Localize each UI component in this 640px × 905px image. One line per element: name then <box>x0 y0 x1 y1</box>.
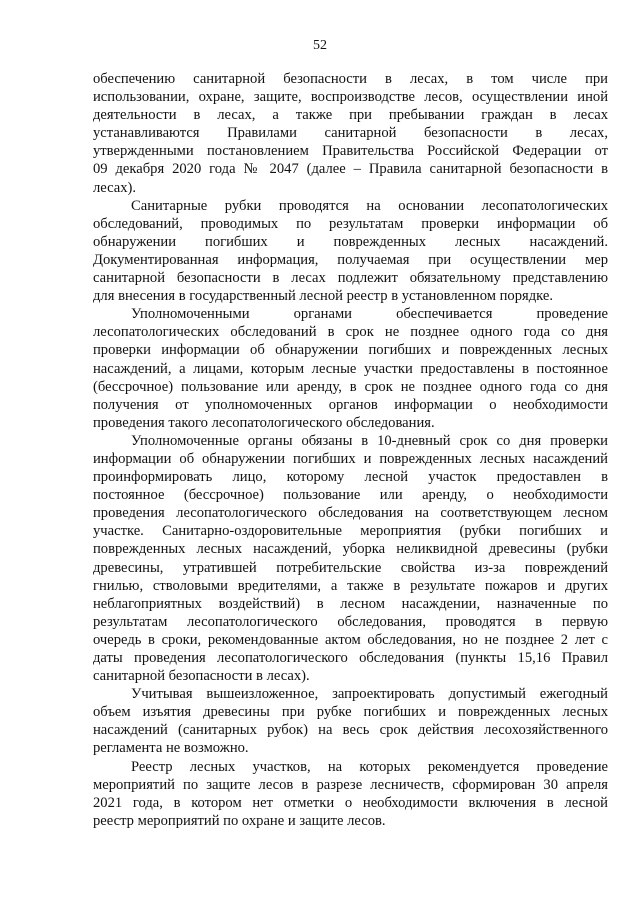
text-line: 2021 года, в котором нет отметки о необходимости включения в лесной <box>93 794 608 811</box>
text-line: лесах). <box>93 179 137 196</box>
text-line: участке. Санитарно-оздоровительные мероприятия (рубки погибших и <box>93 523 608 540</box>
text-line: обеспечению санитарной безопасности в лесах, в том числе при <box>93 71 608 87</box>
text-line: мероприятий по защите лесов в разрезе лесничеств, сформирован 30 апреля <box>93 776 608 793</box>
text-line: даты проведения лесопатологического обследования (пункты 15,16 Правил <box>93 650 608 666</box>
text-line: Реестр лесных участков, на которых рекомендуется проведение <box>131 758 608 775</box>
paragraph <box>93 685 608 757</box>
paragraph <box>93 758 608 830</box>
text-line: проверки информации об обнаружении погибших и поврежденных лесных <box>93 342 608 359</box>
text-line: регламента не возможно. <box>93 740 249 757</box>
text-line: насаждений, а лицами, которым лесные участки предоставлены в постоянное <box>93 360 608 377</box>
text-line: проинформировать лицо, которому лесной участок предоставлен в <box>93 469 608 486</box>
text-line: (бессрочное) пользование или аренду, в срок не позднее одного года со дня <box>93 378 608 395</box>
text-line: поврежденных лесных насаждений, уборка неликвидной древесины (рубки <box>93 541 608 558</box>
text-line: реестр мероприятий по охране и защите лесов. <box>93 812 386 829</box>
text-line: Уполномоченные органы обязаны в 10-дневный срок со дня проверки <box>131 432 608 449</box>
text-line: санитарной безопасности в лесах подлежит обязательному представлению <box>93 270 608 287</box>
text-line: гнилью, стволовыми вредителями, а также в результате пожаров и других <box>93 577 608 594</box>
text-line: лесопатологических обследований в срок не позднее одного года со дня <box>93 324 608 341</box>
text-line: неблагоприятных воздействий) в лесном насаждении, назначенные по <box>93 595 608 612</box>
text-line: деятельности в лесах, а также при пребывании граждан в лесах <box>93 107 608 124</box>
text-line: Документированная информация, получаемая при осуществлении мер <box>93 251 608 268</box>
text-line: Санитарные рубки проводятся на основании лесопатологических <box>131 197 608 214</box>
text-line: Учитывая вышеизложенное, запроектировать допустимый ежегодный <box>131 686 608 703</box>
text-line: информации об обнаружении погибших и поврежденных лесных насаждений <box>93 450 608 467</box>
text-line: древесины, утратившей потребительские свойства из-за повреждений <box>93 559 608 576</box>
text-line: проведения такого лесопатологического обследования. <box>93 414 435 431</box>
paragraph <box>93 432 608 685</box>
text-line: использовании, охране, защите, воспроизводстве лесов, осуществлении иной <box>93 89 608 106</box>
paragraph <box>93 305 608 432</box>
text-line: проведения лесопатологического обследования на соответствующем лесном <box>93 505 608 522</box>
paragraph <box>93 197 608 306</box>
text-line: очередь в сроки, рекомендованные актом обследования, но не позднее 2 лет с <box>93 631 608 648</box>
text-line: получения от уполномоченных органов информации о необходимости <box>93 396 608 413</box>
text-line: 09 декабря 2020 года № 2047 (далее – Правила санитарной безопасности в <box>93 161 608 178</box>
text-line: объем изъятия древесины при рубке погибших и поврежденных лесных <box>93 704 608 721</box>
text-line: результатам лесопатологического обследования, проводятся в первую <box>93 613 608 630</box>
text-line: для внесения в государственный лесной реестр в установленном порядке. <box>93 288 554 305</box>
document-body <box>93 70 608 830</box>
text-line: постоянное (бессрочное) пользование или аренду, о необходимости <box>93 487 608 504</box>
text-line: насаждений (санитарных рубок) на весь срок действия лесохозяйственного <box>93 722 608 739</box>
text-line: санитарной безопасности в лесах). <box>93 668 310 685</box>
text-line: Уполномоченными органами обеспечивается проведение <box>131 306 608 323</box>
paragraph <box>93 70 608 197</box>
text-line: обследований, проводимых по результатам проверки информации об <box>93 215 608 232</box>
text-line: устанавливаются Правилами санитарной безопасности в лесах, <box>93 125 608 142</box>
text-line: утвержденными постановлением Правительства Российской Федерации от <box>93 143 608 160</box>
text-line: обнаружении погибших и поврежденных лесных насаждений. <box>93 233 608 250</box>
page-number: 52 <box>313 38 327 53</box>
